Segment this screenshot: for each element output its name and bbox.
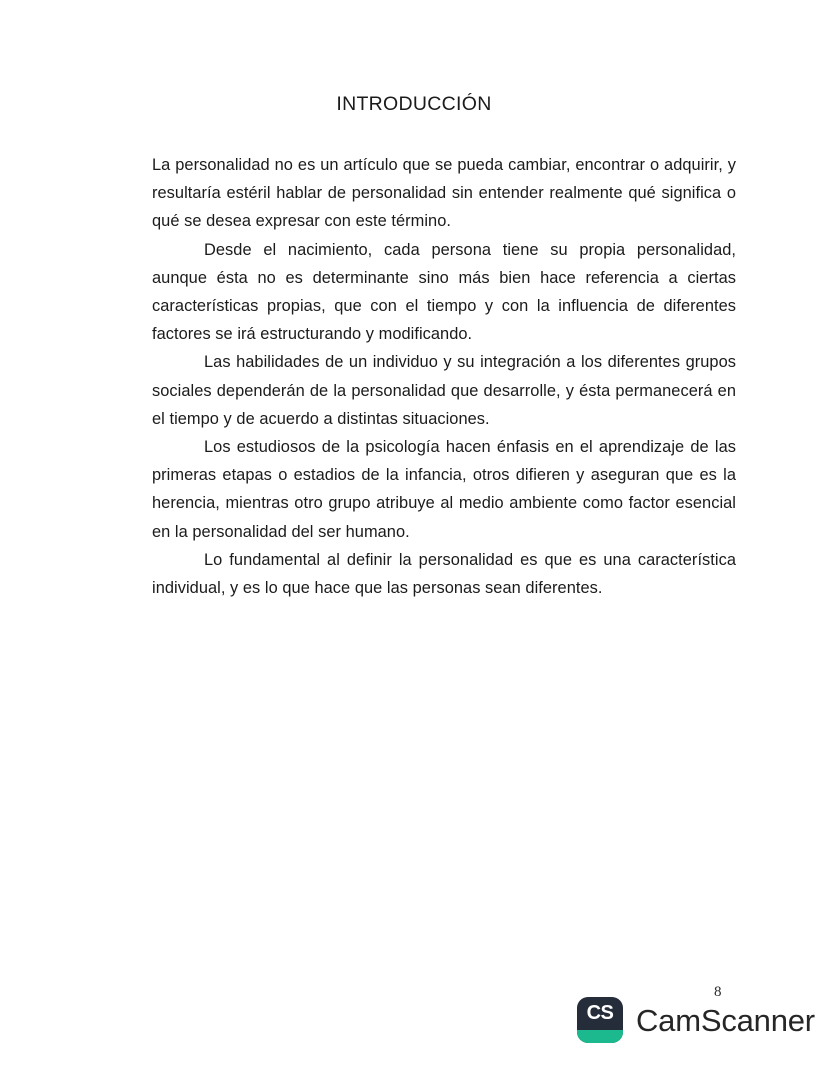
paragraph: Lo fundamental al definir la personalidad es que es una característica individual, y es lo que hace que las personas sean diferentes.	[152, 550, 736, 598]
paragraph: Las habilidades de un individuo y su integración a los diferentes grupos sociales dependerán de la personalidad que desarrolle, y ésta permanecerá en el tiempo y de acuerdo a distintas situaciones.	[152, 353, 736, 428]
page-number: 8	[714, 984, 722, 1000]
camscanner-logo-icon	[577, 997, 623, 1043]
camscanner-logo-accent-bar	[577, 1030, 623, 1043]
camscanner-brand-text: CamScanner	[636, 1002, 815, 1038]
camscanner-watermark	[577, 997, 815, 1043]
page-title: INTRODUCCIÓN	[336, 93, 492, 115]
paragraph: Los estudiosos de la psicología hacen énfasis en el aprendizaje de las primeras etapas o estadios de la infancia, otros difieren y aseguran que es la herencia, mientras otro grupo atribuye al medio ambiente como factor esencial en la personalidad del ser humano.	[152, 438, 736, 541]
camscanner-logo-letters: CS	[586, 1002, 614, 1024]
paragraph: Desde el nacimiento, cada persona tiene su propia personalidad, aunque ésta no es determinante sino más bien hace referencia a ciertas características propias, que con el tiempo y con la influencia de diferentes factores se irá estructurando y modificando.	[152, 240, 736, 344]
document-body	[152, 151, 736, 602]
paragraph: La personalidad no es un artículo que se pueda cambiar, encontrar o adquirir, y resultaría estéril hablar de personalidad sin entender realmente qué significa o qué se desea expresar con este término.	[152, 156, 736, 231]
